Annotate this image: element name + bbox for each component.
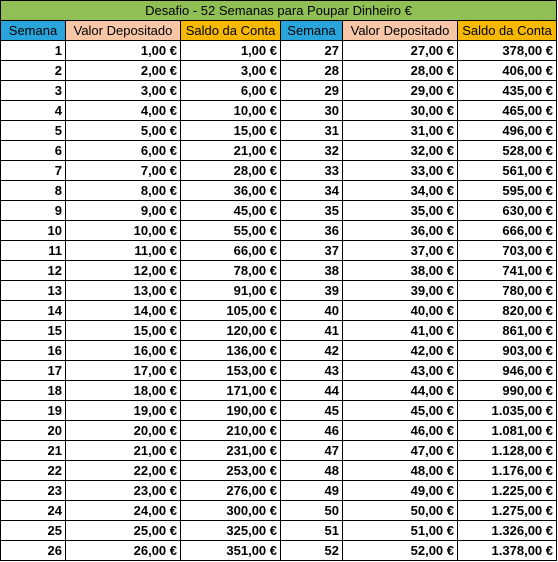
table-row <box>1 421 557 441</box>
week-left-cell: 1 <box>1 41 66 61</box>
week-right-cell: 27 <box>281 41 343 61</box>
deposit-right-cell: 50,00 € <box>343 501 458 521</box>
header-saldo-left: Saldo da Conta <box>181 21 281 41</box>
deposit-right-cell: 41,00 € <box>343 321 458 341</box>
balance-left-cell: 231,00 € <box>181 441 281 461</box>
deposit-left-cell: 24,00 € <box>66 501 181 521</box>
balance-right-cell: 861,00 € <box>458 321 557 341</box>
deposit-right-cell: 38,00 € <box>343 261 458 281</box>
week-right-cell: 44 <box>281 381 343 401</box>
table-row <box>1 81 557 101</box>
balance-right-cell: 595,00 € <box>458 181 557 201</box>
balance-left-cell: 276,00 € <box>181 481 281 501</box>
week-left-cell: 16 <box>1 341 66 361</box>
week-right-cell: 46 <box>281 421 343 441</box>
deposit-left-cell: 17,00 € <box>66 361 181 381</box>
balance-left-cell: 78,00 € <box>181 261 281 281</box>
balance-right-cell: 496,00 € <box>458 121 557 141</box>
header-semana-left: Semana <box>1 21 66 41</box>
header-row <box>1 21 557 41</box>
deposit-left-cell: 19,00 € <box>66 401 181 421</box>
balance-right-cell: 703,00 € <box>458 241 557 261</box>
week-right-cell: 29 <box>281 81 343 101</box>
deposit-left-cell: 4,00 € <box>66 101 181 121</box>
deposit-right-cell: 44,00 € <box>343 381 458 401</box>
table-row <box>1 101 557 121</box>
table-row <box>1 441 557 461</box>
week-left-cell: 12 <box>1 261 66 281</box>
balance-right-cell: 741,00 € <box>458 261 557 281</box>
week-right-cell: 41 <box>281 321 343 341</box>
table-row <box>1 301 557 321</box>
week-left-cell: 20 <box>1 421 66 441</box>
deposit-right-cell: 48,00 € <box>343 461 458 481</box>
deposit-right-cell: 42,00 € <box>343 341 458 361</box>
deposit-left-cell: 15,00 € <box>66 321 181 341</box>
balance-left-cell: 21,00 € <box>181 141 281 161</box>
deposit-left-cell: 14,00 € <box>66 301 181 321</box>
week-left-cell: 11 <box>1 241 66 261</box>
balance-right-cell: 561,00 € <box>458 161 557 181</box>
balance-right-cell: 406,00 € <box>458 61 557 81</box>
balance-right-cell: 435,00 € <box>458 81 557 101</box>
balance-left-cell: 351,00 € <box>181 541 281 561</box>
balance-left-cell: 3,00 € <box>181 61 281 81</box>
deposit-right-cell: 40,00 € <box>343 301 458 321</box>
header-saldo-right: Saldo da Conta <box>458 21 557 41</box>
week-left-cell: 9 <box>1 201 66 221</box>
table-row <box>1 141 557 161</box>
balance-left-cell: 153,00 € <box>181 361 281 381</box>
balance-right-cell: 1.275,00 € <box>458 501 557 521</box>
week-right-cell: 34 <box>281 181 343 201</box>
balance-left-cell: 300,00 € <box>181 501 281 521</box>
table-row <box>1 161 557 181</box>
balance-right-cell: 820,00 € <box>458 301 557 321</box>
table-row <box>1 121 557 141</box>
week-left-cell: 4 <box>1 101 66 121</box>
table-row <box>1 41 557 61</box>
table-row <box>1 221 557 241</box>
balance-left-cell: 105,00 € <box>181 301 281 321</box>
deposit-left-cell: 23,00 € <box>66 481 181 501</box>
balance-right-cell: 1.176,00 € <box>458 461 557 481</box>
week-left-cell: 2 <box>1 61 66 81</box>
week-right-cell: 33 <box>281 161 343 181</box>
header-valor-right: Valor Depositado <box>343 21 458 41</box>
deposit-left-cell: 11,00 € <box>66 241 181 261</box>
balance-right-cell: 666,00 € <box>458 221 557 241</box>
balance-left-cell: 45,00 € <box>181 201 281 221</box>
week-left-cell: 14 <box>1 301 66 321</box>
week-right-cell: 50 <box>281 501 343 521</box>
deposit-right-cell: 36,00 € <box>343 221 458 241</box>
balance-right-cell: 903,00 € <box>458 341 557 361</box>
deposit-right-cell: 27,00 € <box>343 41 458 61</box>
week-right-cell: 43 <box>281 361 343 381</box>
week-left-cell: 21 <box>1 441 66 461</box>
week-left-cell: 7 <box>1 161 66 181</box>
deposit-right-cell: 46,00 € <box>343 421 458 441</box>
deposit-right-cell: 43,00 € <box>343 361 458 381</box>
table-title: Desafio - 52 Semanas para Poupar Dinheiro € <box>1 1 557 21</box>
deposit-left-cell: 3,00 € <box>66 81 181 101</box>
deposit-right-cell: 49,00 € <box>343 481 458 501</box>
week-left-cell: 10 <box>1 221 66 241</box>
balance-right-cell: 465,00 € <box>458 101 557 121</box>
deposit-left-cell: 13,00 € <box>66 281 181 301</box>
week-right-cell: 49 <box>281 481 343 501</box>
deposit-right-cell: 30,00 € <box>343 101 458 121</box>
balance-left-cell: 6,00 € <box>181 81 281 101</box>
table-row <box>1 541 557 561</box>
week-left-cell: 15 <box>1 321 66 341</box>
header-semana-right: Semana <box>281 21 343 41</box>
deposit-right-cell: 35,00 € <box>343 201 458 221</box>
balance-right-cell: 1.081,00 € <box>458 421 557 441</box>
week-left-cell: 26 <box>1 541 66 561</box>
deposit-right-cell: 33,00 € <box>343 161 458 181</box>
week-left-cell: 18 <box>1 381 66 401</box>
table-row <box>1 241 557 261</box>
deposit-right-cell: 52,00 € <box>343 541 458 561</box>
week-right-cell: 45 <box>281 401 343 421</box>
table-row <box>1 481 557 501</box>
table-row <box>1 341 557 361</box>
table-row <box>1 321 557 341</box>
balance-right-cell: 1.128,00 € <box>458 441 557 461</box>
deposit-left-cell: 16,00 € <box>66 341 181 361</box>
deposit-left-cell: 2,00 € <box>66 61 181 81</box>
balance-left-cell: 171,00 € <box>181 381 281 401</box>
table-row <box>1 501 557 521</box>
table-row <box>1 201 557 221</box>
week-right-cell: 32 <box>281 141 343 161</box>
deposit-right-cell: 32,00 € <box>343 141 458 161</box>
balance-right-cell: 528,00 € <box>458 141 557 161</box>
deposit-right-cell: 45,00 € <box>343 401 458 421</box>
deposit-left-cell: 1,00 € <box>66 41 181 61</box>
deposit-left-cell: 22,00 € <box>66 461 181 481</box>
week-left-cell: 13 <box>1 281 66 301</box>
week-right-cell: 48 <box>281 461 343 481</box>
balance-left-cell: 325,00 € <box>181 521 281 541</box>
week-right-cell: 51 <box>281 521 343 541</box>
week-right-cell: 47 <box>281 441 343 461</box>
deposit-left-cell: 9,00 € <box>66 201 181 221</box>
balance-right-cell: 1.035,00 € <box>458 401 557 421</box>
header-valor-left: Valor Depositado <box>66 21 181 41</box>
table-row <box>1 401 557 421</box>
week-right-cell: 28 <box>281 61 343 81</box>
balance-left-cell: 55,00 € <box>181 221 281 241</box>
deposit-left-cell: 12,00 € <box>66 261 181 281</box>
deposit-left-cell: 26,00 € <box>66 541 181 561</box>
balance-left-cell: 253,00 € <box>181 461 281 481</box>
week-left-cell: 3 <box>1 81 66 101</box>
week-left-cell: 5 <box>1 121 66 141</box>
table-row <box>1 521 557 541</box>
table-row <box>1 281 557 301</box>
balance-right-cell: 378,00 € <box>458 41 557 61</box>
week-right-cell: 31 <box>281 121 343 141</box>
table-row <box>1 361 557 381</box>
deposit-right-cell: 39,00 € <box>343 281 458 301</box>
deposit-right-cell: 34,00 € <box>343 181 458 201</box>
table-row <box>1 61 557 81</box>
balance-left-cell: 36,00 € <box>181 181 281 201</box>
deposit-left-cell: 20,00 € <box>66 421 181 441</box>
week-left-cell: 24 <box>1 501 66 521</box>
deposit-right-cell: 37,00 € <box>343 241 458 261</box>
balance-left-cell: 190,00 € <box>181 401 281 421</box>
week-left-cell: 22 <box>1 461 66 481</box>
table-row <box>1 461 557 481</box>
balance-left-cell: 120,00 € <box>181 321 281 341</box>
deposit-right-cell: 31,00 € <box>343 121 458 141</box>
deposit-right-cell: 51,00 € <box>343 521 458 541</box>
week-right-cell: 39 <box>281 281 343 301</box>
balance-right-cell: 780,00 € <box>458 281 557 301</box>
balance-right-cell: 630,00 € <box>458 201 557 221</box>
deposit-left-cell: 7,00 € <box>66 161 181 181</box>
deposit-left-cell: 10,00 € <box>66 221 181 241</box>
week-left-cell: 25 <box>1 521 66 541</box>
deposit-left-cell: 18,00 € <box>66 381 181 401</box>
week-left-cell: 6 <box>1 141 66 161</box>
balance-left-cell: 91,00 € <box>181 281 281 301</box>
balance-left-cell: 1,00 € <box>181 41 281 61</box>
deposit-left-cell: 8,00 € <box>66 181 181 201</box>
week-right-cell: 37 <box>281 241 343 261</box>
week-right-cell: 38 <box>281 261 343 281</box>
balance-right-cell: 1.378,00 € <box>458 541 557 561</box>
balance-left-cell: 28,00 € <box>181 161 281 181</box>
balance-left-cell: 10,00 € <box>181 101 281 121</box>
balance-left-cell: 136,00 € <box>181 341 281 361</box>
deposit-right-cell: 29,00 € <box>343 81 458 101</box>
deposit-left-cell: 6,00 € <box>66 141 181 161</box>
deposit-left-cell: 25,00 € <box>66 521 181 541</box>
week-right-cell: 35 <box>281 201 343 221</box>
deposit-right-cell: 28,00 € <box>343 61 458 81</box>
balance-right-cell: 1.326,00 € <box>458 521 557 541</box>
balance-left-cell: 15,00 € <box>181 121 281 141</box>
balance-right-cell: 990,00 € <box>458 381 557 401</box>
deposit-left-cell: 21,00 € <box>66 441 181 461</box>
week-left-cell: 23 <box>1 481 66 501</box>
table-row <box>1 261 557 281</box>
week-left-cell: 8 <box>1 181 66 201</box>
week-right-cell: 40 <box>281 301 343 321</box>
title-row <box>1 1 557 21</box>
balance-left-cell: 210,00 € <box>181 421 281 441</box>
deposit-left-cell: 5,00 € <box>66 121 181 141</box>
balance-right-cell: 1.225,00 € <box>458 481 557 501</box>
week-right-cell: 52 <box>281 541 343 561</box>
deposit-right-cell: 47,00 € <box>343 441 458 461</box>
week-left-cell: 17 <box>1 361 66 381</box>
week-left-cell: 19 <box>1 401 66 421</box>
table-row <box>1 381 557 401</box>
week-right-cell: 42 <box>281 341 343 361</box>
balance-right-cell: 946,00 € <box>458 361 557 381</box>
week-right-cell: 30 <box>281 101 343 121</box>
balance-left-cell: 66,00 € <box>181 241 281 261</box>
week-right-cell: 36 <box>281 221 343 241</box>
table-row <box>1 181 557 201</box>
